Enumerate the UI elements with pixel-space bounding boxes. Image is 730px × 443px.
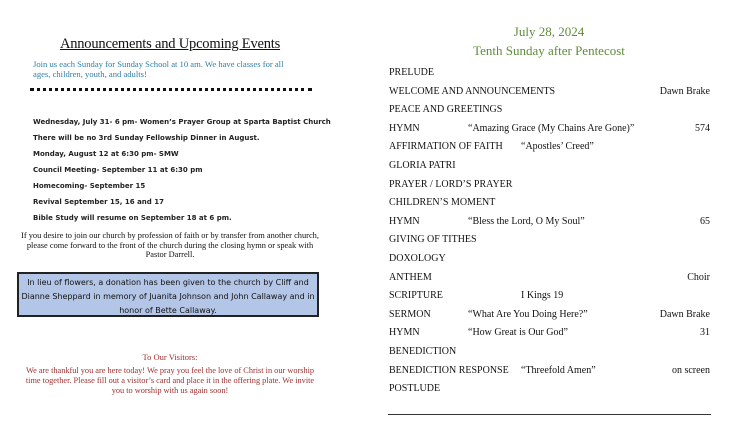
item-detail: I Kings 19 — [521, 290, 564, 302]
worship-item — [389, 253, 710, 269]
item-label: GLORIA PATRI — [389, 160, 456, 171]
event-item: Monday, August 12 at 6:30 pm- SMW — [33, 150, 179, 158]
worship-item — [389, 290, 710, 306]
worship-item — [389, 197, 710, 213]
item-label: BENEDICTION RESPONSE — [389, 364, 509, 376]
item-label: AFFIRMATION OF FAITH — [389, 141, 503, 153]
item-label: HYMN — [389, 122, 420, 134]
worship-item — [389, 327, 710, 343]
item-detail: “Threefold Amen” — [521, 364, 596, 376]
worship-item — [389, 365, 710, 381]
item-label: CHILDREN’S MOMENT — [389, 197, 496, 209]
events-list — [33, 118, 331, 230]
item-label: DOXOLOGY — [389, 253, 446, 264]
item-label: ANTHEM — [389, 271, 432, 283]
item-label: HYMN — [389, 327, 420, 339]
item-label: SERMON — [389, 308, 431, 320]
flowers-notice: In lieu of flowers, a donation has been given to the church by Cliff and Dianne Sheppard in memory of Juanita Johnson and John Callaway and in honor of Bette Callaway. — [17, 272, 319, 317]
visitors-title: To Our Visitors: — [142, 352, 198, 362]
event-item: There will be no 3rd Sunday Fellowship Dinner in August. — [33, 134, 260, 142]
bottom-rule — [388, 414, 711, 415]
service-subtitle: Tenth Sunday after Pentecost — [473, 43, 625, 58]
item-label: HYMN — [389, 215, 420, 227]
item-leader: Dawn Brake — [659, 85, 710, 97]
join-church-text: If you desire to join our church by profession of faith or by transfer from another church, please come forward to the front of the church during the closing hymn or speak with Pastor Darrell. — [21, 231, 319, 260]
item-detail: “Amazing Grace (My Chains Are Gone)” — [468, 122, 635, 134]
item-detail: “How Great is Our God” — [468, 327, 568, 339]
item-leader: 65 — [700, 215, 710, 227]
worship-item — [389, 383, 710, 399]
worship-item — [389, 141, 710, 157]
event-item: Homecoming- September 15 — [33, 182, 146, 190]
worship-item — [389, 346, 710, 362]
item-label: PRELUDE — [389, 67, 434, 78]
visitors-text: We are thankful you are here today! We pray you feel the love of Christ in our worship time together. Please fill out a visitor’s card and place it in the offering plate. We invite you to worship with us again soon! — [25, 366, 315, 395]
worship-item — [389, 309, 710, 325]
item-label: BENEDICTION — [389, 346, 457, 357]
item-leader: 31 — [700, 327, 710, 339]
item-label: POSTLUDE — [389, 383, 441, 395]
event-item: Bible Study will resume on September 18 at 6 pm. — [33, 214, 232, 222]
item-leader: Dawn Brake — [659, 308, 710, 320]
item-leader: 574 — [695, 122, 710, 134]
worship-item — [389, 160, 710, 176]
worship-item — [389, 67, 710, 83]
item-leader: Choir — [687, 271, 710, 283]
item-detail: “What Are You Doing Here?” — [468, 308, 588, 320]
item-detail: “Bless the Lord, O My Soul” — [468, 215, 585, 227]
worship-item — [389, 104, 710, 120]
worship-item — [389, 86, 710, 102]
item-label: PEACE AND GREETINGS — [389, 104, 503, 116]
dotted-divider — [30, 88, 312, 91]
item-label: SCRIPTURE — [389, 290, 443, 302]
worship-item — [389, 234, 710, 250]
event-item: Council Meeting- September 11 at 6:30 pm — [33, 166, 203, 174]
event-item: Wednesday, July 31- 6 pm- Women’s Prayer Group at Sparta Baptist Church — [33, 118, 331, 126]
sunday-school-intro: Join us each Sunday for Sunday School at 10 am. We have classes for all ages, children, youth, and adults! — [33, 59, 284, 79]
worship-item — [389, 179, 710, 195]
service-date: July 28, 2024 — [513, 24, 585, 39]
announcements-title: Announcements and Upcoming Events — [59, 36, 281, 52]
item-detail: “Apostles’ Creed” — [521, 141, 594, 153]
item-label: WELCOME AND ANNOUNCEMENTS — [389, 85, 556, 97]
item-leader: on screen — [671, 364, 710, 376]
event-item: Revival September 15, 16 and 17 — [33, 198, 164, 206]
item-label: GIVING OF TITHES — [389, 234, 477, 246]
item-label: PRAYER / LORD’S PRAYER — [389, 178, 513, 190]
worship-item — [389, 123, 710, 139]
worship-item — [389, 272, 710, 288]
worship-item — [389, 216, 710, 232]
